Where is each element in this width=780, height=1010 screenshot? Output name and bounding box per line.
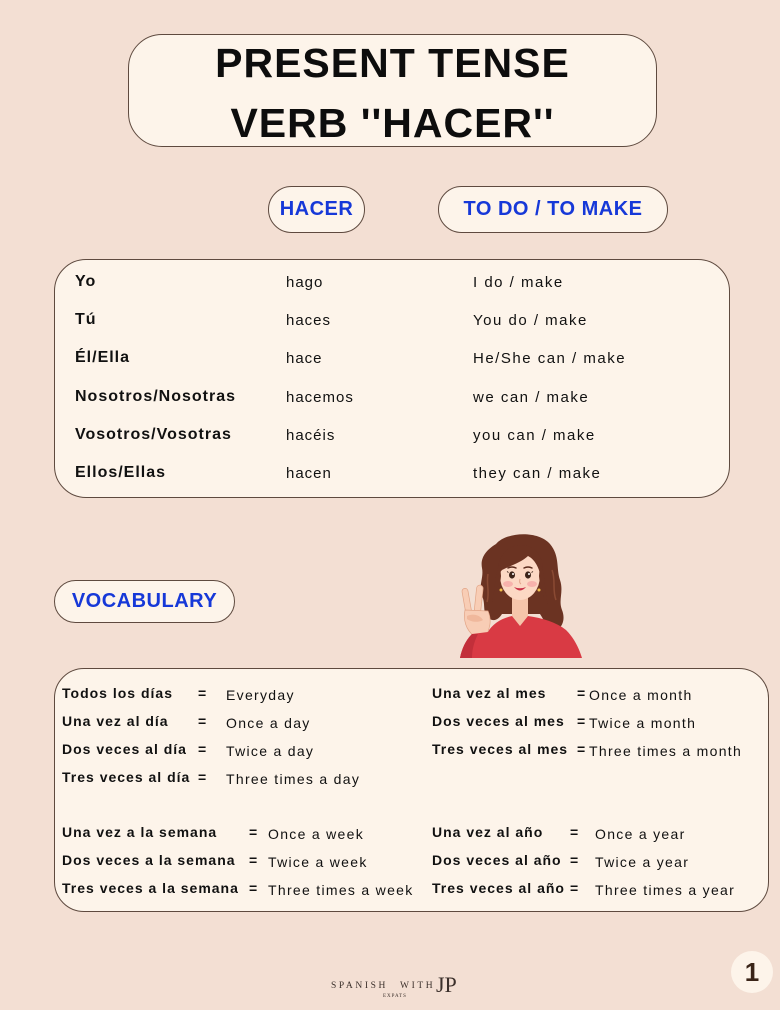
conjugation-row: [75, 420, 715, 450]
spanish-phrase: Tres veces al día: [62, 769, 191, 785]
equals-sign: =: [570, 852, 579, 868]
english-meaning: Once a day: [226, 715, 311, 731]
subject-pronoun: Tú: [75, 311, 97, 328]
vocab-row: [62, 846, 414, 874]
verb-form: hacen: [286, 464, 332, 482]
english-translation: they can / make: [473, 464, 602, 482]
vocab-row: [62, 874, 414, 902]
logo-word-spanish: SPANISH: [331, 981, 388, 991]
spanish-phrase: Tres veces al mes: [432, 741, 569, 757]
verb-form: hace: [286, 349, 323, 367]
subject-pronoun: Yo: [75, 273, 97, 290]
page-title-line-1: PRESENT TENSE: [215, 40, 570, 86]
spanish-phrase: Una vez al mes: [432, 685, 547, 701]
verb-meaning-pill: TO DO / TO MAKE: [438, 186, 668, 233]
english-translation: You do / make: [473, 311, 588, 329]
spanish-phrase: Todos los días: [62, 685, 173, 701]
conjugation-row: [75, 382, 715, 412]
english-meaning: Once a week: [268, 826, 365, 842]
spanish-phrase: Tres veces al año: [432, 880, 565, 896]
vocab-row: [432, 846, 735, 874]
english-meaning: Twice a month: [589, 715, 697, 731]
equals-sign: =: [249, 852, 258, 868]
equals-sign: =: [570, 880, 579, 896]
earring-left: [500, 589, 503, 592]
english-meaning: Three times a day: [226, 771, 361, 787]
english-translation: we can / make: [473, 388, 590, 406]
vocab-row: [62, 818, 414, 846]
spanish-phrase: Dos veces al día: [62, 741, 187, 757]
verb-form: haces: [286, 311, 332, 329]
english-meaning: Twice a week: [268, 854, 368, 870]
equals-sign: =: [249, 880, 258, 896]
verb-infinitive-pill: HACER: [268, 186, 365, 233]
english-meaning: Three times a year: [595, 882, 736, 898]
vocab-row: [62, 679, 360, 707]
english-meaning: Twice a day: [226, 743, 315, 759]
verb-form: hacéis: [286, 426, 336, 444]
english-meaning: Once a month: [589, 687, 693, 703]
english-translation: I do / make: [473, 273, 564, 291]
equals-sign: =: [198, 769, 207, 785]
spanish-phrase: Dos veces al año: [432, 852, 562, 868]
vocab-row: [62, 763, 360, 791]
spanish-phrase: Una vez al día: [62, 713, 169, 729]
spanish-phrase: Una vez a la semana: [62, 824, 218, 840]
english-meaning: Three times a week: [268, 882, 414, 898]
vocab-row: [432, 735, 742, 763]
vocab-group-monthly: [432, 679, 742, 763]
logo-word-with: WITH: [400, 981, 436, 991]
conjugation-row: [75, 343, 715, 373]
english-meaning: Twice a year: [595, 854, 690, 870]
verb-form: hacemos: [286, 388, 354, 406]
equals-sign: =: [198, 713, 207, 729]
subject-pronoun: Nosotros/Nosotras: [75, 388, 237, 405]
earring-right: [538, 589, 541, 592]
page-number-badge: 1: [731, 951, 773, 993]
vocabulary-heading: VOCABULARY: [54, 580, 235, 623]
verb-form: hago: [286, 273, 324, 291]
vocab-row: [432, 679, 742, 707]
spanish-phrase: Una vez al año: [432, 824, 544, 840]
vocab-row: [432, 818, 735, 846]
brand-logo: [331, 974, 463, 1002]
equals-sign: =: [577, 741, 586, 757]
conjugation-table: [54, 259, 730, 498]
english-meaning: Three times a month: [589, 743, 743, 759]
vocab-group-weekly: [62, 818, 414, 902]
equals-sign: =: [570, 824, 579, 840]
conjugation-row: [75, 305, 715, 335]
vocabulary-card: [54, 668, 769, 912]
english-meaning: Everyday: [226, 687, 295, 703]
left-eye: [509, 571, 515, 578]
vocab-group-daily: [62, 679, 360, 791]
vocab-row: [62, 707, 360, 735]
blush-right: [527, 581, 537, 587]
equals-sign: =: [577, 713, 586, 729]
equals-sign: =: [198, 685, 207, 701]
woman-peace-sign-illustration: [452, 530, 584, 658]
english-translation: you can / make: [473, 426, 596, 444]
conjugation-row: [75, 267, 715, 297]
logo-initials: JP: [436, 972, 457, 997]
conjugation-row: [75, 458, 715, 488]
title-card: [128, 34, 657, 147]
subject-pronoun: Vosotros/Vosotras: [75, 426, 232, 443]
right-eye: [525, 571, 531, 578]
subject-pronoun: Él/Ella: [75, 349, 131, 366]
blush-left: [503, 581, 513, 587]
subject-pronoun: Ellos/Ellas: [75, 464, 167, 481]
vocab-row: [432, 874, 735, 902]
equals-sign: =: [198, 741, 207, 757]
spanish-phrase: Tres veces a la semana: [62, 880, 239, 896]
vocab-row: [432, 707, 742, 735]
equals-sign: =: [577, 685, 586, 701]
vocab-row: [62, 735, 360, 763]
vocab-group-yearly: [432, 818, 735, 902]
spanish-phrase: Dos veces a la semana: [62, 852, 236, 868]
equals-sign: =: [249, 824, 258, 840]
page-title-line-2: VERB ''HACER'': [230, 100, 555, 146]
logo-subtitle: EXPATS: [383, 994, 407, 999]
english-meaning: Once a year: [595, 826, 686, 842]
spanish-phrase: Dos veces al mes: [432, 713, 565, 729]
english-translation: He/She can / make: [473, 349, 627, 367]
